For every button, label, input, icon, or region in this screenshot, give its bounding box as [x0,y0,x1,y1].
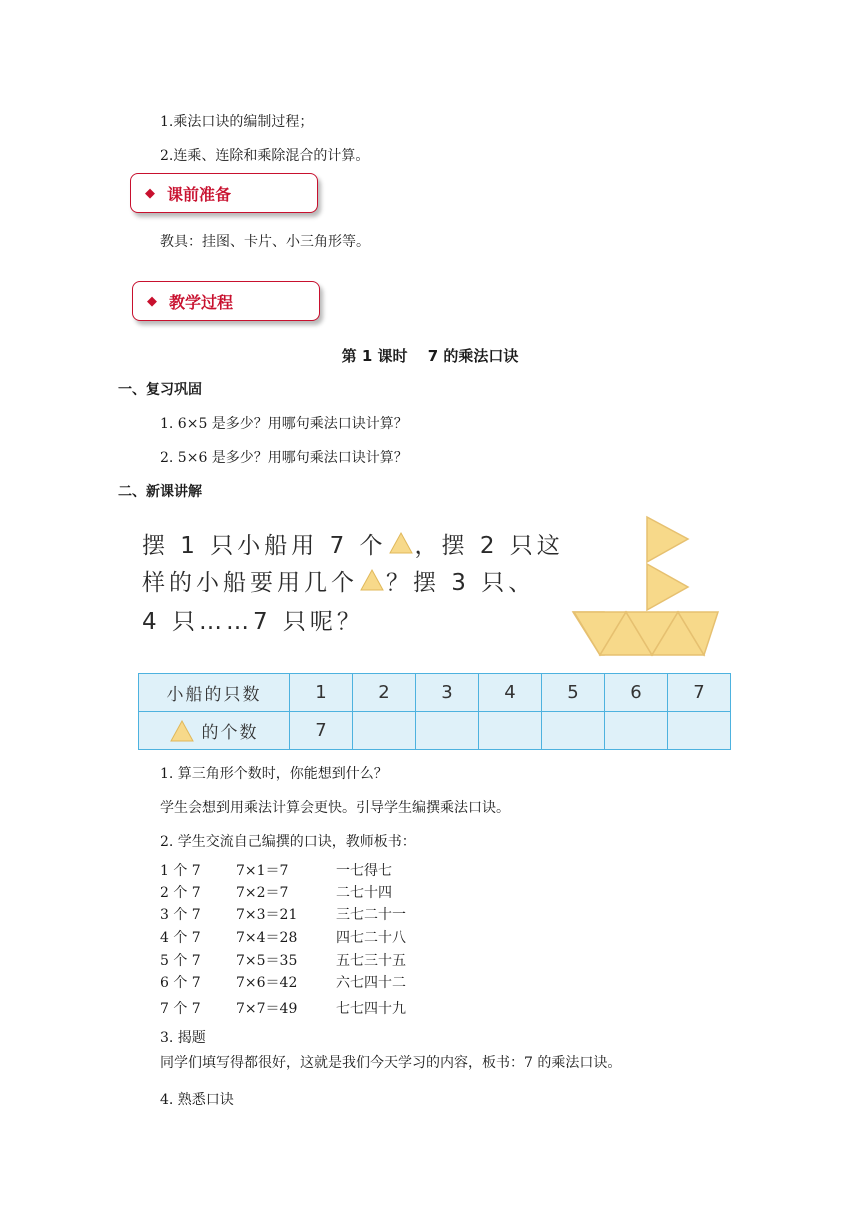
step-4: 4. 熟悉口诀 [160,1092,234,1108]
count: 6 个 7 [160,975,201,991]
table-cell [542,712,605,750]
triangle-icon [389,531,413,555]
table-cell [353,712,416,750]
lesson-title: 第 1 课时 7 的乘法口诀 [341,347,519,365]
story-text: 样的小船要用几个 [142,569,358,596]
expression: 7×2＝7 [236,885,289,901]
step-1: 1. 算三角形个数时，你能想到什么？ [160,766,388,782]
count: 1 个 7 [160,863,201,879]
sail-triangle-top [647,517,688,562]
story-text: 摆 1 只小船用 7 个 [142,532,387,559]
verse: 六七四十二 [336,975,406,991]
table-cell: 2 [353,674,416,712]
table-cell [668,712,731,750]
story-line-2 [142,565,535,595]
verse: 三七二十一 [336,907,406,923]
review-question-1: 1. 6×5 是多少？用哪句乘法口诀计算？ [160,416,408,432]
section-heading-process [132,281,320,321]
count: 5 个 7 [160,953,201,969]
diamond-icon: ◆ [147,293,157,309]
table-row-label-triangles [139,712,290,750]
prep-tools: 教具：挂图、卡片、小三角形等。 [160,234,370,250]
table-cell: 6 [605,674,668,712]
table-cell: 3 [416,674,479,712]
story-text: ？摆 3 只、 [386,569,536,596]
story-line-1 [142,528,564,558]
step-3: 3. 揭题 [160,1030,206,1046]
expression: 7×4＝28 [236,930,298,946]
review-question-2: 2. 5×6 是多少？用哪句乘法口诀计算？ [160,450,408,466]
table-cell [416,712,479,750]
verse: 五七三十五 [336,953,406,969]
story-line-3: 4 只……7 只呢？ [142,608,364,635]
step-2: 2. 学生交流自己编撰的口诀，教师板书： [160,834,416,850]
expression: 7×5＝35 [236,953,298,969]
table-cell: 4 [479,674,542,712]
row-label-text: 的个数 [201,723,259,743]
count: 4 个 7 [160,930,201,946]
count: 7 个 7 [160,1001,201,1017]
triangle-icon [170,720,194,742]
expression: 7×1＝7 [236,863,289,879]
table-cell [479,712,542,750]
review-heading: 一、复习巩固 [118,382,202,398]
count: 2 个 7 [160,885,201,901]
verse: 一七得七 [336,863,392,879]
intro-item-1: 1.乘法口诀的编制过程； [160,114,314,130]
sail-triangle-bottom [647,564,688,610]
table-row [139,674,731,712]
step-3-text: 同学们填写得都很好，这就是我们今天学习的内容，板书：7 的乘法口诀。 [160,1055,622,1071]
intro-item-2: 2.连乘、连除和乘除混合的计算。 [160,148,370,164]
section-title: 课前准备 [167,184,232,204]
boat-table [138,673,731,750]
new-lesson-heading: 二、新课讲解 [118,484,202,500]
expression: 7×6＝42 [236,975,298,991]
step-1-answer: 学生会想到用乘法计算会更快。引导学生编撰乘法口诀。 [160,800,510,816]
verse: 四七二十八 [336,930,406,946]
table-cell: 1 [290,674,353,712]
count: 3 个 7 [160,907,201,923]
triangle-icon [360,568,384,592]
table-row [139,712,731,750]
story-text: ，摆 2 只这 [414,532,564,559]
expression: 7×3＝21 [236,907,298,923]
boat-illustration [568,512,723,660]
table-cell: 7 [668,674,731,712]
diamond-icon: ◆ [145,185,155,201]
verse: 二七十四 [336,885,392,901]
section-title: 教学过程 [169,292,234,312]
section-heading-prep [130,173,318,213]
table-cell: 5 [542,674,605,712]
verse: 七七四十九 [336,1001,406,1017]
table-cell [605,712,668,750]
table-row-label: 小船的只数 [139,674,290,712]
table-cell: 7 [290,712,353,750]
expression: 7×7＝49 [236,1001,298,1017]
